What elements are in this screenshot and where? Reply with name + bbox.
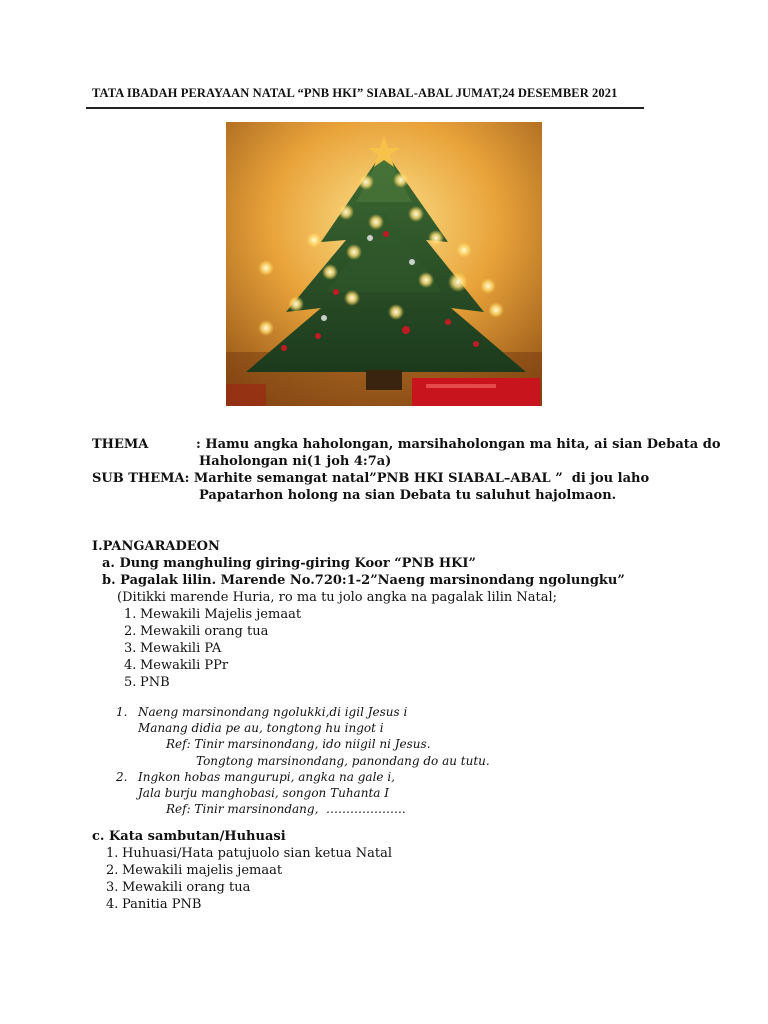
verse-number: 2.	[116, 769, 128, 784]
theme-text-continued: Haholongan ni(1 joh 4:7a)	[199, 454, 392, 469]
theme-text: Hamu angka haholongan, marsihaholongan ma hita, ai sian Debata do	[200, 437, 721, 452]
page-title: TATA IBADAH PERAYAAN NATAL “PNB HKI” SIABAL-ABAL JUMAT,24 DESEMBER 2021	[92, 86, 618, 100]
sub-theme-label: SUB THEMA:	[92, 471, 190, 486]
list-text: Mewakili majelis jemaat	[122, 863, 283, 878]
agenda-item-b-note: (Ditikki marende Huria, ro ma tu jolo angka na pagalak lilin Natal;	[117, 590, 558, 605]
list-item	[124, 657, 301, 674]
verse-number: 1.	[116, 705, 128, 719]
lyric-text: Ingkon hobas mangurupi, angka na gale i,	[138, 769, 395, 784]
list-text: Mewakili PPr	[140, 658, 229, 673]
theme-row	[92, 436, 721, 453]
candle-lighters-list	[124, 606, 301, 691]
list-item	[124, 640, 301, 657]
list-text: Mewakili Majelis jemaat	[140, 607, 302, 622]
list-number: 1.	[124, 607, 137, 622]
speeches-list	[106, 845, 392, 913]
list-number: 3.	[124, 641, 137, 656]
list-number: 3.	[106, 880, 119, 895]
list-item	[124, 623, 301, 640]
lyric-text: Naeng marsinondang ngolukki,di igil Jesus i	[138, 705, 408, 719]
song-verse-2-line-1	[116, 769, 676, 785]
list-item	[124, 674, 301, 691]
list-text: Panitia PNB	[122, 897, 202, 912]
song-verse-1-line-1	[116, 704, 676, 720]
agenda-item-c: c. Kata sambutan/Huhuasi	[92, 829, 286, 844]
section-heading-pangaradeon: I.PANGARADEON	[92, 539, 220, 554]
list-number: 2.	[106, 863, 119, 878]
list-text: Mewakili PA	[140, 641, 222, 656]
song-lyrics	[116, 704, 676, 817]
song-refrain-1-line-2: Tongtong marsinondang, panondang do au tutu.	[196, 753, 490, 768]
list-item	[106, 879, 392, 896]
theme-separator: :	[196, 437, 201, 452]
song-verse-2-line-2: Jala burju manghobasi, songon Tuhanta I	[138, 786, 389, 801]
list-number: 1.	[106, 846, 119, 861]
list-text: Mewakili orang tua	[122, 880, 251, 895]
list-item	[106, 845, 392, 862]
song-verse-1-line-2: Manang didia pe au, tongtong hu ingot i	[138, 721, 384, 736]
theme-label: THEMA	[92, 437, 149, 452]
agenda-item-a: a. Dung manghuling giring-giring Koor “PNB HKI”	[102, 556, 476, 571]
song-refrain-1-line-1: Ref: Tinir marsinondang, ido niigil ni Jesus.	[166, 737, 431, 752]
sub-theme-text-continued: Papatarhon holong na sian Debata tu saluhut hajolmaon.	[199, 488, 617, 503]
list-text: Mewakili orang tua	[140, 624, 269, 639]
christmas-tree-image	[226, 122, 542, 406]
list-text: Huhuasi/Hata patujuolo sian ketua Natal	[122, 846, 393, 861]
list-number: 5.	[124, 675, 137, 690]
sub-theme-text: Marhite semangat natal”PNB HKI SIABAL–ABAL ” di jou laho	[189, 471, 650, 486]
theme-block	[92, 436, 721, 504]
list-number: 2.	[124, 624, 137, 639]
song-refrain-2: Ref: Tinir marsinondang, ………………..	[166, 802, 406, 817]
sub-theme-row	[92, 470, 692, 487]
list-number: 4.	[124, 658, 137, 673]
agenda-item-b: b. Pagalak lilin. Marende No.720:1-2”Naeng marsinondang ngolungku”	[102, 573, 625, 588]
list-item	[106, 862, 392, 879]
list-number: 4.	[106, 897, 119, 912]
list-text: PNB	[140, 675, 170, 690]
list-item	[124, 606, 301, 623]
list-item	[106, 896, 392, 913]
title-underline	[86, 107, 644, 109]
